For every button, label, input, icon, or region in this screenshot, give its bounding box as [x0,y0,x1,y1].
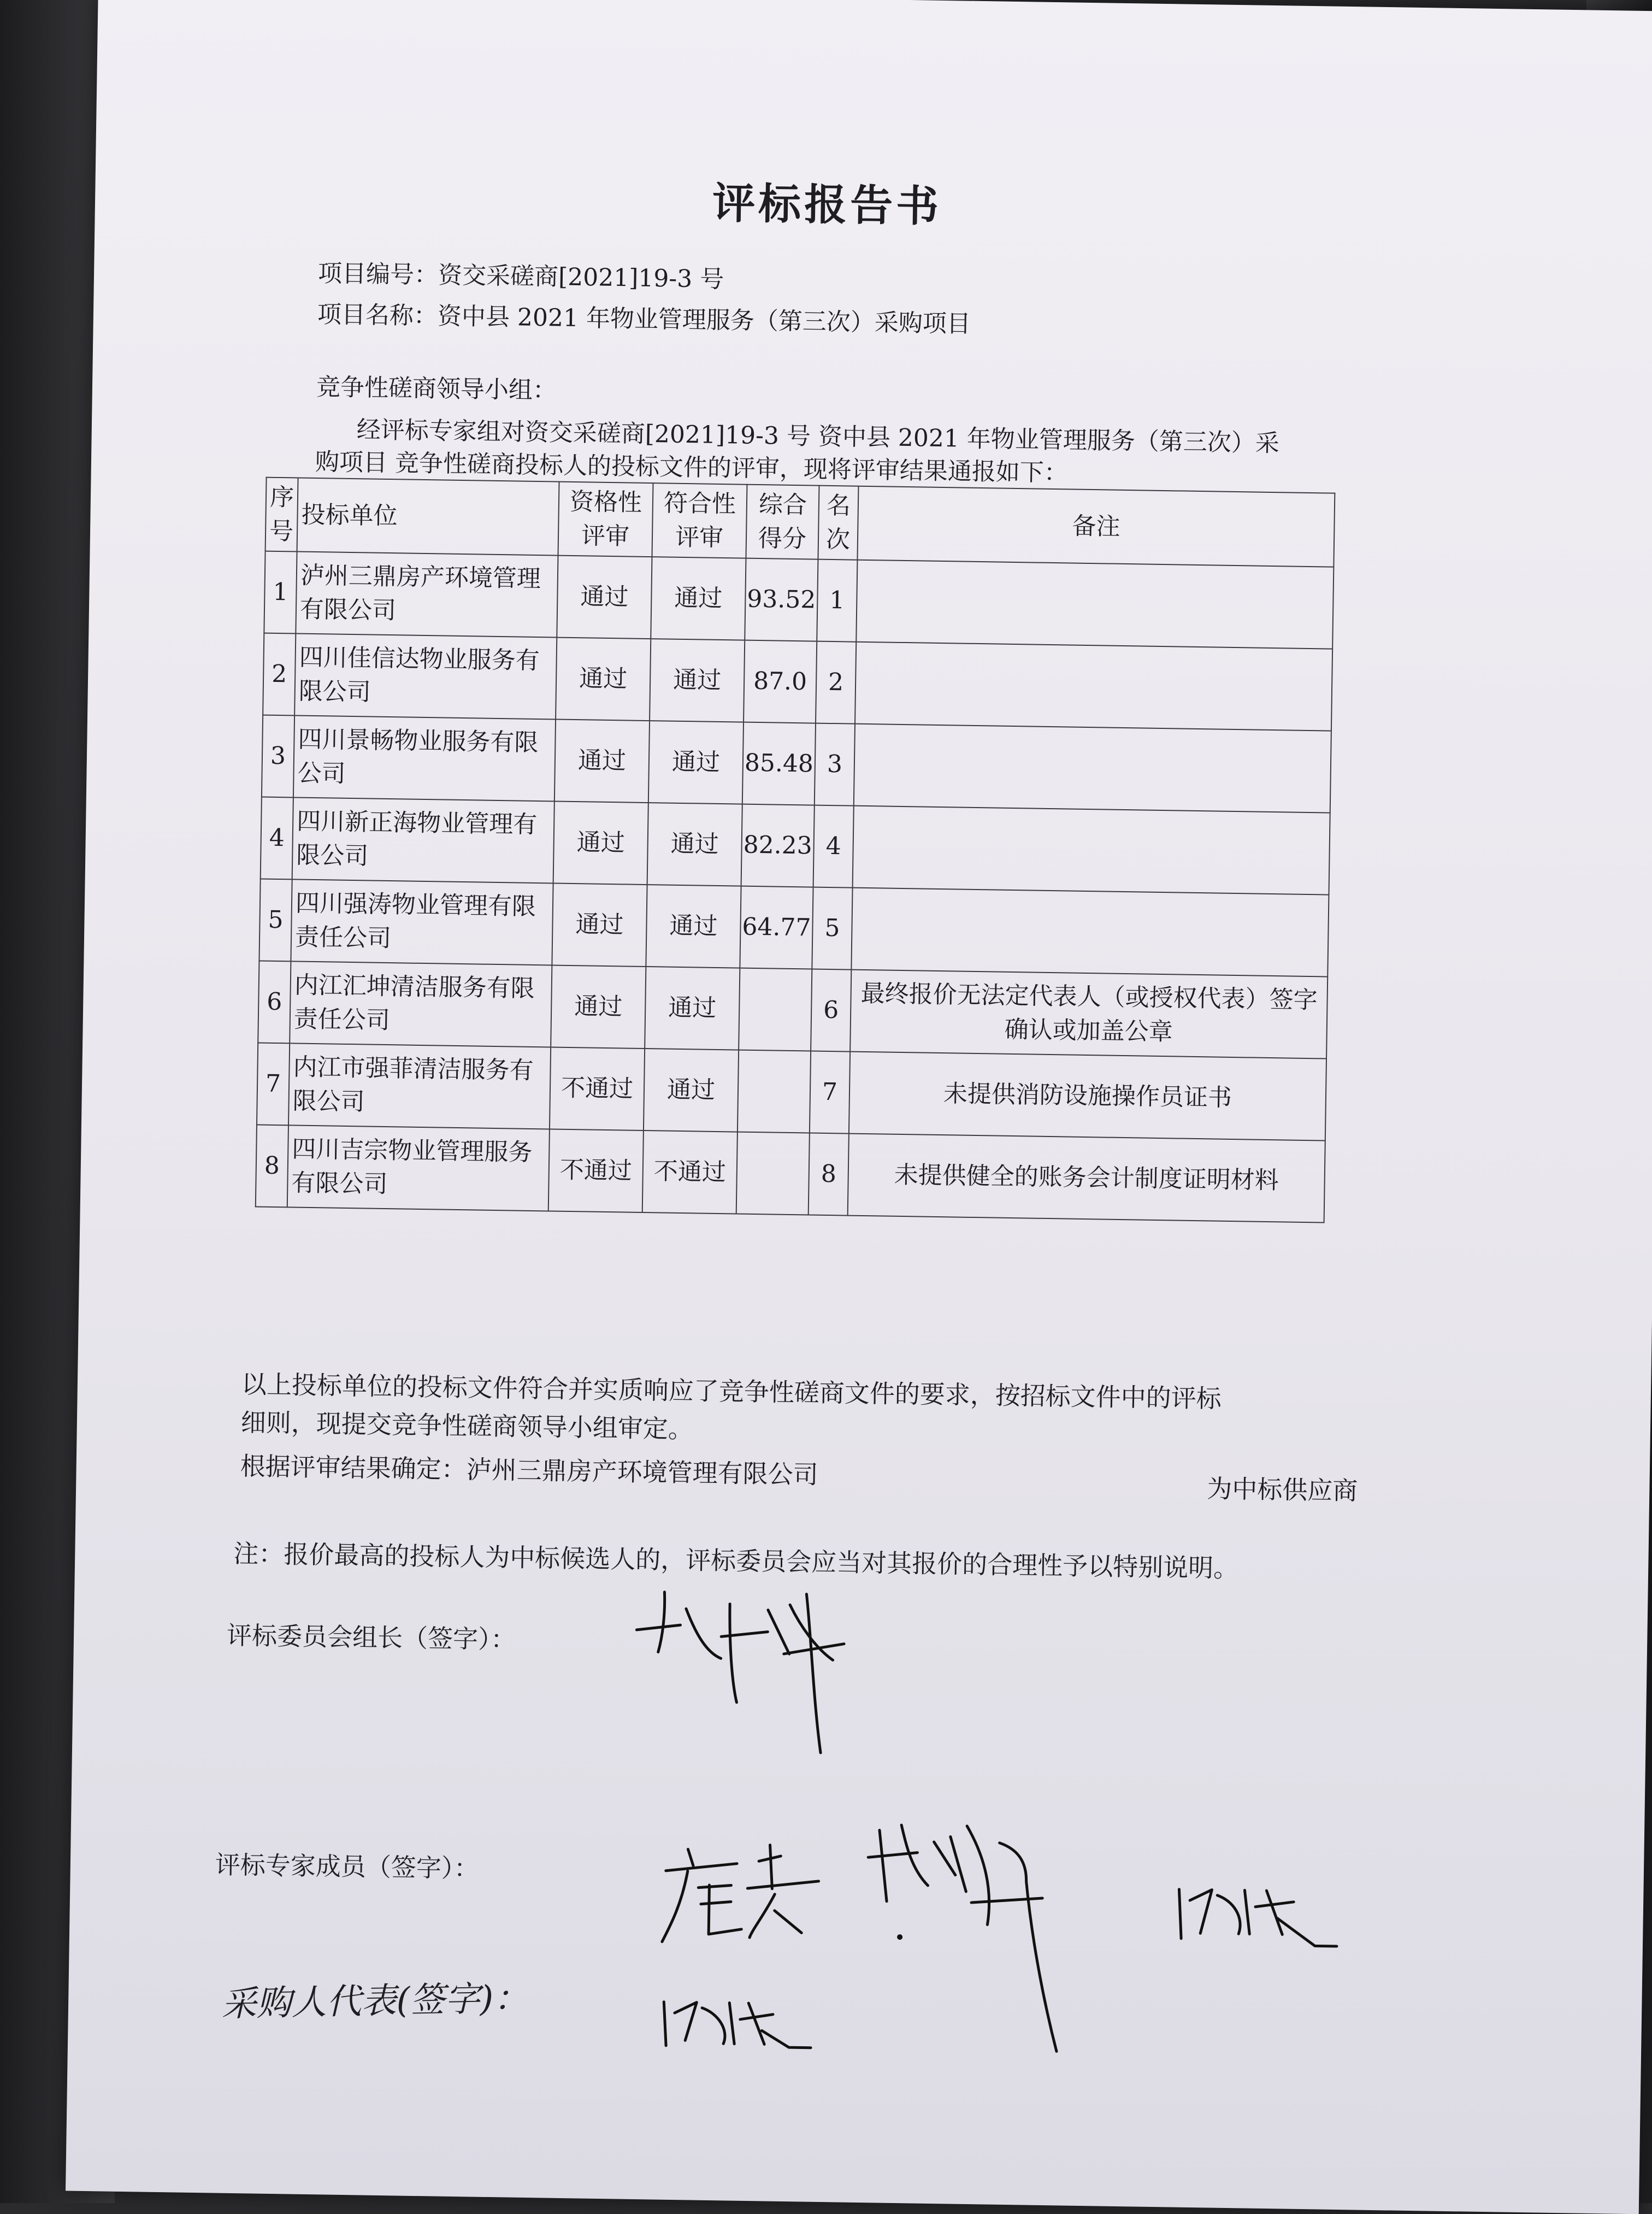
cell-rank: 6 [811,969,851,1052]
cell-score [738,1050,811,1133]
cell-no: 4 [261,797,293,880]
paper-sheet [66,0,1652,2214]
cell-bidder: 内江汇坤清洁服务有限责任公司 [290,961,552,1047]
cell-qualification: 不通过 [548,1129,644,1212]
header-score: 综合得分 [746,485,819,560]
cell-remark: 最终报价无法定代表人（或授权代表）签字确认或加盖公章 [850,970,1328,1059]
experts-sign-label: 评标专家成员（签字）： [215,1850,480,1883]
cell-score [736,1132,810,1215]
cell-score: 82.23 [741,804,815,887]
result-suffix: 为中标供应商 [1206,1474,1358,1506]
cell-bidder: 四川佳信达物业服务有限公司 [294,633,557,719]
cell-remark [855,642,1332,731]
table-row [264,551,1334,649]
cell-no: 7 [257,1043,290,1126]
table-row [261,797,1330,895]
cell-remark [854,724,1331,813]
document-title: 评标报告书 [712,178,942,232]
cell-qualification: 不通过 [550,1047,645,1130]
cell-bidder: 四川新正海物业管理有限公司 [292,797,554,883]
table-row [257,1043,1326,1141]
cell-no: 6 [258,961,291,1044]
expert-signature-2 [860,1792,1071,2068]
project-number: 项目编号：资交采磋商[2021]19-3 号 [317,259,724,294]
result-line: 根据评审结果确定：泸州三鼎房产环境管理有限公司 [240,1451,819,1489]
intro-line-2: 购项目 竞争性磋商投标人的投标文件的评审，现将评审结果通报如下： [315,447,1069,487]
cell-score: 64.77 [740,886,813,969]
cell-no: 2 [263,633,296,716]
salutation: 竞争性磋商领导小组： [316,373,557,405]
cell-no: 5 [259,879,292,962]
cell-compliance: 通过 [648,721,744,804]
cell-rank: 4 [813,805,854,888]
header-qualification: 资格性评审 [558,482,653,557]
note-text: 注：报价最高的投标人为中标候选人的，评标委员会应当对其报价的合理性予以特别说明。 [233,1538,1239,1583]
table-row [256,1125,1325,1223]
cell-rank: 3 [815,723,855,806]
cell-remark [853,806,1330,895]
header-compliance: 符合性评审 [652,483,747,558]
cell-rank: 1 [817,560,857,642]
intro-line-1: 经评标专家组对资交采磋商[2021]19-3 号 资中县 2021 年物业管理服务（第三次）采 [356,416,1280,458]
cell-remark [851,888,1329,977]
cell-compliance: 通过 [645,967,740,1050]
cell-bidder: 泸州三鼎房产环境管理有限公司 [296,551,558,637]
project-name: 项目名称：资中县 2021 年物业管理服务（第三次）采购项目 [317,300,971,338]
cell-no: 8 [256,1125,288,1208]
cell-compliance: 通过 [650,639,745,722]
purchaser-signature [652,1985,817,2069]
cell-remark [856,560,1334,649]
header-rank: 名次 [818,486,858,560]
cell-qualification: 通过 [553,802,648,885]
evaluation-table [255,477,1336,1223]
cell-score [739,968,812,1051]
cell-qualification: 通过 [557,556,652,639]
table-row [262,715,1331,813]
cell-bidder: 四川吉宗物业管理服务有限公司 [287,1125,550,1211]
cell-compliance: 通过 [644,1049,739,1132]
cell-qualification: 通过 [554,720,650,803]
cell-remark: 未提供健全的账务会计制度证明材料 [848,1134,1325,1223]
purchaser-sign-label: 采购人代表(签字)： [221,1978,529,2025]
cell-rank: 7 [810,1051,850,1134]
cell-compliance: 通过 [647,803,742,886]
conclusion-line-1: 以上投标单位的投标文件符合并实质响应了竞争性磋商文件的要求，按招标文件中的评标 [241,1369,1222,1414]
signature-dot [897,1934,902,1940]
cell-no: 1 [264,551,297,634]
leader-signature [624,1570,900,1770]
cell-no: 3 [262,715,294,798]
cell-qualification: 通过 [552,884,647,967]
header-bidder: 投标单位 [297,478,559,555]
cell-compliance: 通过 [651,557,746,640]
cell-bidder: 四川强涛物业管理有限责任公司 [291,879,553,965]
cell-rank: 2 [816,641,856,724]
header-no: 序号 [266,478,298,552]
cell-compliance: 不通过 [642,1130,738,1214]
leader-sign-label: 评标委员会组长（签字）： [226,1620,516,1654]
header-remark: 备注 [857,486,1335,567]
cell-bidder: 四川景畅物业服务有限公司 [293,715,556,801]
cell-score: 85.48 [742,722,816,805]
table-row [259,879,1329,977]
cell-rank: 5 [812,887,852,970]
cell-qualification: 通过 [556,638,651,721]
cell-remark: 未提供消防设施操作员证书 [849,1052,1326,1141]
expert-signature-1 [654,1810,853,1955]
cell-score: 93.52 [745,558,818,641]
cell-compliance: 通过 [646,885,741,968]
cell-rank: 8 [809,1133,849,1216]
cell-qualification: 通过 [551,965,646,1049]
cell-score: 87.0 [744,640,817,723]
expert-signature-3 [1167,1867,1343,1963]
table-row [258,961,1328,1059]
cell-bidder: 内江市强菲清洁服务有限公司 [288,1043,551,1129]
conclusion-line-2: 细则，现提交竞争性磋商领导小组审定。 [240,1408,694,1444]
table-row [263,633,1332,731]
